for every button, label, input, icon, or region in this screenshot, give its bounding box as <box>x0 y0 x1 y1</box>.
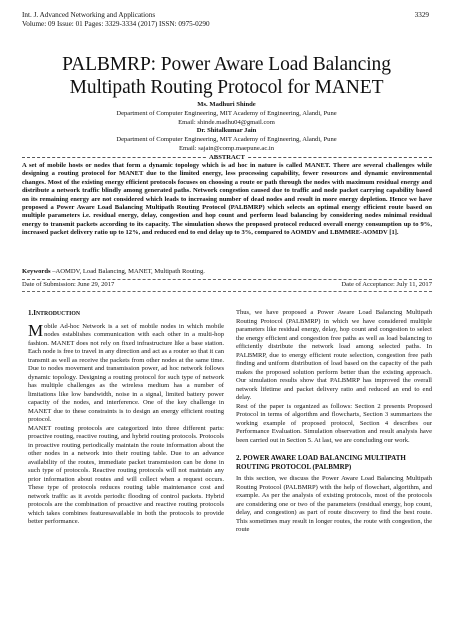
journal-volume: Volume: 09 Issue: 01 Pages: 3329-3334 (2017) ISSN: 0975-0290 <box>22 20 210 28</box>
keywords <box>22 268 432 276</box>
abstract-divider <box>22 154 432 161</box>
paragraph: In this section, we discuss the Power Aware Load Balancing Multipath Routing Protocol (PALBMRP) with the help of flowchart, algorithm, and example. As per the analysis of existing protocols, most of the protocols are considering one or two of the parameters (residual energy, hop count, delay, and congestion) as part of route discovery to find the best route. This sometimes may result in longer routes, the route with congestion, the route <box>236 475 432 533</box>
author-email: Email: shinde.madhu04@gmail.com <box>178 118 275 126</box>
abstract-heading: ABSTRACT <box>209 154 245 161</box>
journal-name: Int. J. Advanced Networking and Applications <box>22 11 156 19</box>
dates-row <box>22 281 432 289</box>
right-column <box>236 309 432 535</box>
acceptance-date: Date of Acceptance: July 11, 2017 <box>341 281 432 288</box>
paragraph: Mobile Ad-hoc Network is a set of mobile nodes in which mobile nodes establishes communication with each other in a multi-hop fashion. MANET does not rely on fixed infrastructure like a base station. Each node is free to travel in any direction and act as a router so that it can transmit as well as receive the packets from other nodes at the same time. Due to nodes movement and transmission power, ad hoc network follows dynamic topology. Designing a routing protocol for such type of network has multiple challenges as the wireless medium has a number of limitations like low bandwidth, noise in a signal, limited battery power capacity of the nodes, and interference. One of the key challenge in MANET due to these constraints is to design an energy efficient routing protocol. <box>28 320 224 423</box>
author-affiliation: Department of Computer Engineering, MIT Academy of Engineering, Alandi, Pune <box>116 136 337 144</box>
author-name: Ms. Madhuri Shinde <box>197 101 256 108</box>
paper-title <box>0 53 453 99</box>
author-email: Email: sajain@comp.maepune.ac.in <box>178 144 275 152</box>
page-number: 3329 <box>414 11 429 19</box>
running-header <box>22 11 210 29</box>
drop-cap: M <box>28 320 44 340</box>
submission-date: Date of Submission: June 29, 2017 <box>22 281 115 288</box>
section-heading: 2. POWER AWARE LOAD BALANCING MULTIPATH ROUTING PROTOCOL (PALBMRP) <box>236 454 406 471</box>
keywords-text: –AOMDV, Load Balancing, MANET, Multipath Routing. <box>50 268 205 275</box>
divider <box>22 291 432 292</box>
abstract-text: A set of mobile hosts or nodes that form a dynamic topology which is ad hoc in nature is called MANET. There are several challenges while designing a routing protocol for MANET due to the limited energy, less processing capability, fewer resources and dynamic environmental changes. Most of the existing energy efficient protocols focuses on choosing a route or path through the nodes with maximum residual energy and distribute a network traffic blindly among generated paths. Network congestion caused due to traffic and node packet carrying capability based on its remaining energy are not considered which leads to increasing number of dead nodes and result in more energy depletion. Hence we have proposed a Power Aware Load Balancing Multipath Routing Protocol (PALBMRP) which selects an optimal energy efficient route based on multiple parameters i.e. residual energy, delay, congestion and hop count and perform load balancing by considering nodes minimal residual energy to transmit packets according to its capacity. The simulation shows the proposed protocol reduced overall energy consumption up to 9%, increased packet delivery ratio up to 12%, and reduced end to end delay up to 3%, compared to AOMDV and LBMMRE-AOMDV [1]. <box>22 162 432 237</box>
author-affiliation: Department of Computer Engineering, MIT Academy of Engineering, Alandi, Pune <box>116 109 337 117</box>
keywords-label: Keywords <box>22 268 51 275</box>
section-heading: 1.INTRODUCTION <box>28 309 81 317</box>
divider <box>22 279 432 280</box>
paragraph: MANET routing protocols are categorized into three different parts: proactive routing, reactive routing, and hybrid routing protocols. Protocols in proactive routing periodically maintain the route information about the other nodes in a network into their routing table. Due to an advance availability of the routes, immediate packet transmission can be done in such type of protocols. Reactive routing protocols will not maintain any prior information about routes and will collect when a request occurs. These type of protocols reduces routing table maintenance cost and network traffic as it avoids periodic flooding of control packets. Hybrid protocols are the combination of proactive and reactive routing protocols which takes combines featuresavailable in both the protocols to provide better performance. <box>28 424 224 525</box>
author-block <box>0 101 453 154</box>
title-line-1: PALBMRP: Power Aware Load Balancing <box>62 54 391 75</box>
paragraph: Rest of the paper is organized as follows: Section 2 presents Proposed Protocol in terms of algorithm and flowcharts, Section 3 summarizes the working example of proposed protocol, Section 4 describes our Performance Evaluation. Simulation observation and result analysis have been carried out in Section 5. At last, we are concluding our work. <box>236 402 432 444</box>
left-column <box>28 309 224 527</box>
author-name: Dr. Shitalkumar Jain <box>196 127 257 135</box>
title-line-2: Multipath Routing Protocol for MANET <box>69 77 384 98</box>
paragraph: Thus, we have proposed a Power Aware Load Balancing Multipath Routing Protocol (PALBMRP) in which we have considered multiple parameters like residual energy, delay, hop count and congestion to select the energy efficient and congestion free paths as well as load balancing to efficiently distribute the network load among selected paths. In PALBMRP, due to energy efficient route selection, congestion free path finding and uniform distribution of load based on the capacity of the path makes the proposed solution perform better than the existing approach. Our simulation results show that PALBMRP has improved the overall network lifetime and packet delivery ratio and reduced an end to end delay. <box>236 309 432 401</box>
